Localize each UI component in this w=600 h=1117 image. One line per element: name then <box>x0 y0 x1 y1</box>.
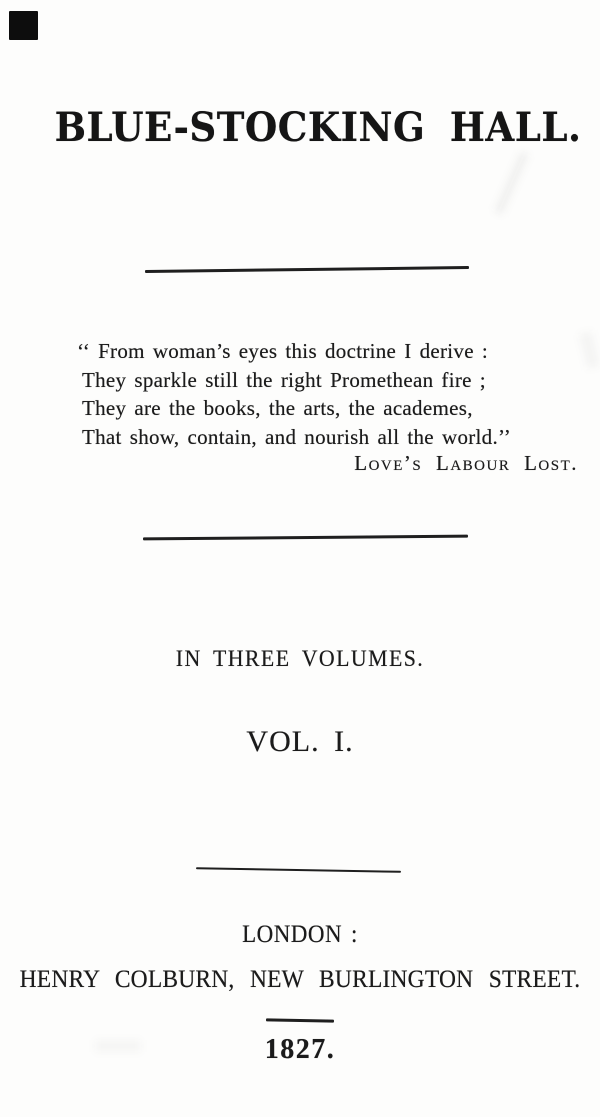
page-title: BLUE-STOCKING HALL. <box>54 103 582 151</box>
divider-rule-year <box>266 1018 334 1022</box>
scan-smudge <box>579 331 600 369</box>
quote-line: ‘‘ From woman’s eyes this doctrine I derive : <box>77 339 489 363</box>
scan-corner-mark <box>9 11 38 40</box>
quote-line: They are the books, the arts, the academes, <box>82 396 473 421</box>
volume-statement: IN THREE VOLUMES. <box>175 646 425 671</box>
divider-rule-middle <box>143 535 468 540</box>
divider-rule-top <box>145 266 469 273</box>
imprint-year: 1827. <box>264 1034 336 1065</box>
imprint-publisher: HENRY COLBURN, NEW BURLINGTON STREET. <box>19 966 581 993</box>
epigraph-quote <box>77 337 512 451</box>
volume-number: VOL. I. <box>246 725 354 758</box>
quote-line: They sparkle still the right Promethean fire ; <box>82 367 486 392</box>
epigraph-attribution: Love’s Labour Lost. <box>354 451 578 475</box>
divider-rule-imprint <box>196 867 401 872</box>
quote-line: That show, contain, and nourish all the world.’’ <box>82 424 512 449</box>
scan-smudge <box>494 151 529 215</box>
imprint-city: LONDON : <box>242 921 358 948</box>
